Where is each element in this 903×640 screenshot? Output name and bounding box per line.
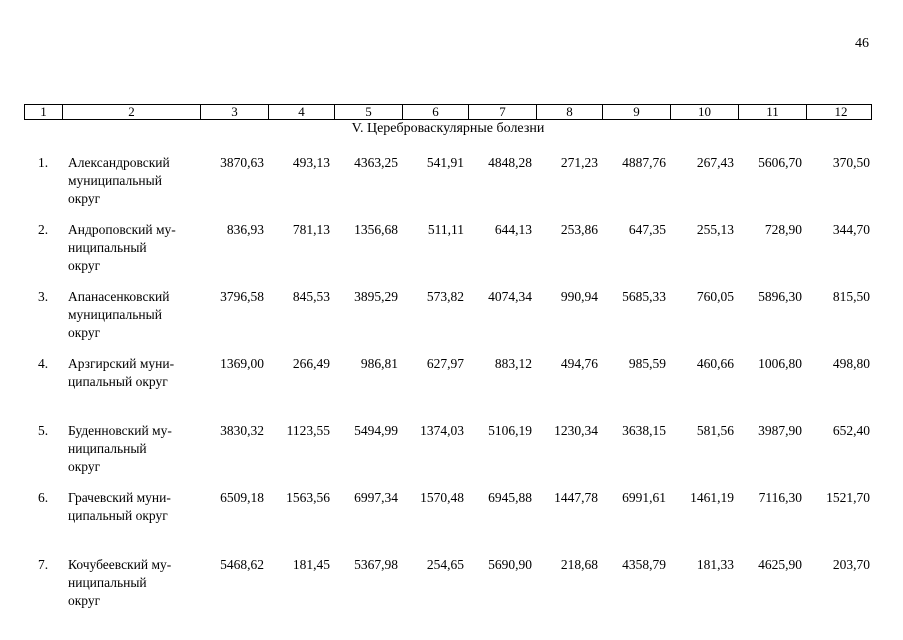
column-header: 8 <box>537 105 603 119</box>
table-cell: 1461,19 <box>690 490 734 505</box>
table-cell: 836,93 <box>226 222 264 237</box>
table-cell: 3796,58 <box>220 289 264 304</box>
table-cell: 5685,33 <box>622 289 666 304</box>
table-cell: 6945,88 <box>488 490 532 505</box>
table-cell: 3830,32 <box>220 423 264 438</box>
table-cell: 4887,76 <box>622 155 666 170</box>
table-body <box>24 154 872 623</box>
row-number: 1. <box>37 155 49 170</box>
table-row <box>24 489 872 556</box>
table-cell: 1447,78 <box>554 490 598 505</box>
column-header: 10 <box>671 105 739 119</box>
column-header: 12 <box>834 104 848 119</box>
table-cell: 498,80 <box>832 356 870 371</box>
table-cell: 1356,68 <box>354 222 398 237</box>
row-number: 6. <box>37 490 49 505</box>
table-cell: 845,53 <box>292 289 330 304</box>
district-name: Грачевский муни- ципальный округ <box>68 490 171 523</box>
table-cell: 4358,79 <box>622 557 666 572</box>
table-header-row <box>24 104 872 120</box>
table-cell: 493,13 <box>292 155 330 170</box>
table-cell: 1230,34 <box>554 423 598 438</box>
table-cell: 1006,80 <box>758 356 802 371</box>
table-cell: 781,13 <box>292 222 330 237</box>
table-cell: 218,68 <box>560 557 598 572</box>
table-cell: 253,86 <box>560 222 598 237</box>
table-cell: 181,33 <box>696 557 734 572</box>
table-cell: 181,45 <box>292 557 330 572</box>
table-cell: 6997,34 <box>354 490 398 505</box>
table-cell: 3870,63 <box>220 155 264 170</box>
table-cell: 986,81 <box>360 356 398 371</box>
table-cell: 647,35 <box>628 222 666 237</box>
table-cell: 7116,30 <box>758 490 802 505</box>
table-cell: 511,11 <box>427 222 464 237</box>
row-number: 7. <box>37 557 49 572</box>
table-cell: 581,56 <box>696 423 734 438</box>
table-cell: 3895,29 <box>354 289 398 304</box>
column-header: 5 <box>335 105 403 119</box>
table-cell: 4363,25 <box>354 155 398 170</box>
page-number: 46 <box>855 36 869 51</box>
district-name: Александровский муниципальный округ <box>68 155 170 206</box>
district-name: Буденновский му- ниципальный округ <box>68 423 172 474</box>
table-cell: 6991,61 <box>622 490 666 505</box>
table-cell: 203,70 <box>832 557 870 572</box>
table-cell: 652,40 <box>832 423 870 438</box>
column-header: 2 <box>63 105 201 119</box>
table-cell: 1369,00 <box>220 356 264 371</box>
table-cell: 815,50 <box>832 289 870 304</box>
table-cell: 5494,99 <box>354 423 398 438</box>
table-row <box>24 154 872 221</box>
table-cell: 344,70 <box>832 222 870 237</box>
table-row <box>24 422 872 489</box>
table-cell: 990,94 <box>560 289 598 304</box>
table-cell: 1570,48 <box>420 490 464 505</box>
district-name: Апанасенковский муниципальный округ <box>68 289 170 340</box>
column-header: 3 <box>201 105 269 119</box>
table-cell: 1374,03 <box>420 423 464 438</box>
section-title: V. Цереброваскулярные болезни <box>351 121 545 136</box>
table-cell: 254,65 <box>426 557 464 572</box>
table-cell: 4625,90 <box>758 557 802 572</box>
table-cell: 573,82 <box>426 289 464 304</box>
column-header: 6 <box>403 105 469 119</box>
table-cell: 1123,55 <box>286 423 330 438</box>
table-cell: 4074,34 <box>488 289 532 304</box>
row-number: 5. <box>37 423 49 438</box>
table-cell: 5606,70 <box>758 155 802 170</box>
table-cell: 644,13 <box>494 222 532 237</box>
row-number: 2. <box>37 222 49 237</box>
table-row <box>24 556 872 623</box>
table-cell: 266,49 <box>292 356 330 371</box>
table-cell: 5106,19 <box>488 423 532 438</box>
district-name: Кочубеевский му- ниципальный округ <box>68 557 172 608</box>
table-cell: 370,50 <box>832 155 870 170</box>
column-header: 11 <box>739 105 807 119</box>
table-cell: 728,90 <box>764 222 802 237</box>
table-cell: 1521,70 <box>826 490 870 505</box>
table-cell: 3638,15 <box>622 423 666 438</box>
table-cell: 627,97 <box>426 356 464 371</box>
column-header: 7 <box>469 105 537 119</box>
district-name: Андроповский му- ниципальный округ <box>68 222 176 273</box>
table-cell: 5468,62 <box>220 557 264 572</box>
table-cell: 883,12 <box>494 356 532 371</box>
row-number: 3. <box>37 289 49 304</box>
table-cell: 5690,90 <box>488 557 532 572</box>
column-header: 1 <box>25 105 63 119</box>
table-cell: 985,59 <box>628 356 666 371</box>
table-cell: 494,76 <box>560 356 598 371</box>
table-cell: 4848,28 <box>488 155 532 170</box>
table-cell: 271,23 <box>560 155 598 170</box>
table-cell: 3987,90 <box>758 423 802 438</box>
column-header: 9 <box>603 105 671 119</box>
table-cell: 760,05 <box>696 289 734 304</box>
district-name: Арзгирский муни- ципальный округ <box>68 356 175 389</box>
table-row <box>24 355 872 422</box>
table-cell: 255,13 <box>696 222 734 237</box>
table-cell: 1563,56 <box>286 490 330 505</box>
table-cell: 5896,30 <box>758 289 802 304</box>
table-cell: 460,66 <box>696 356 734 371</box>
table-row <box>24 221 872 288</box>
table-cell: 5367,98 <box>354 557 398 572</box>
table-cell: 541,91 <box>426 155 464 170</box>
column-header: 4 <box>269 105 335 119</box>
row-number: 4. <box>37 356 49 371</box>
table-cell: 267,43 <box>696 155 734 170</box>
table-row <box>24 288 872 355</box>
table-cell: 6509,18 <box>220 490 264 505</box>
